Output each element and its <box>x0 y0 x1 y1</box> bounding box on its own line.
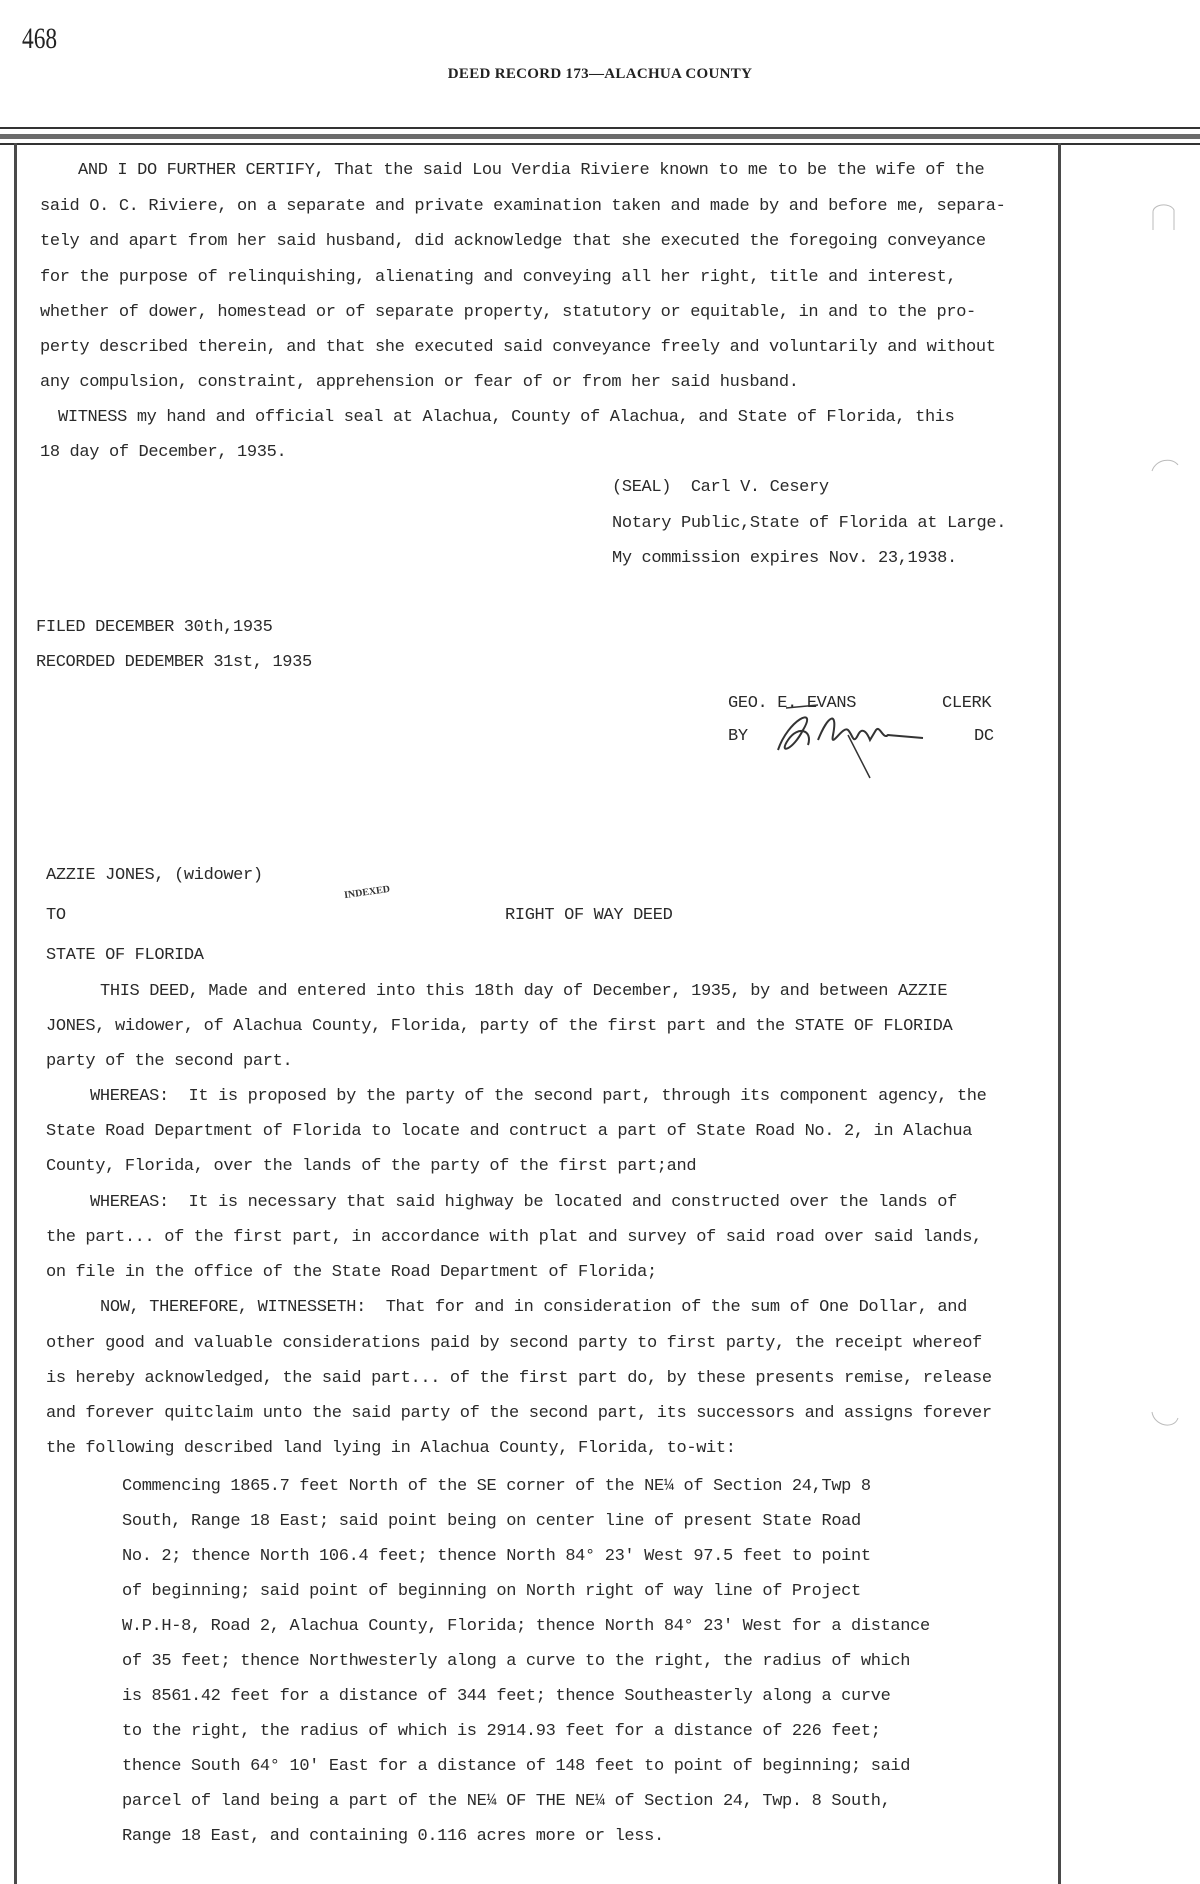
deed-line: WHEREAS: It is necessary that said highway be located and constructed over the lands of <box>90 1193 957 1212</box>
deed-line: NOW, THEREFORE, WITNESSETH: That for and in consideration of the sum of One Dollar, and <box>100 1298 967 1317</box>
clerk-label: CLERK <box>942 694 992 713</box>
binding-hole-mark <box>1150 200 1180 240</box>
description-line: is 8561.42 feet for a distance of 344 feet; thence Southeasterly along a curve <box>122 1687 891 1706</box>
description-line: No. 2; thence North 106.4 feet; thence North 84° 23' West 97.5 feet to point <box>122 1547 871 1566</box>
description-line: Commencing 1865.7 feet North of the SE corner of the NE¼ of Section 24,Twp 8 <box>122 1477 871 1496</box>
deed-line: JONES, widower, of Alachua County, Florida, party of the first part and the STATE OF FLORIDA <box>46 1017 953 1036</box>
deed-line: other good and valuable considerations paid by second party to first party, the receipt whereof <box>46 1334 982 1353</box>
deed-type: RIGHT OF WAY DEED <box>505 906 673 925</box>
description-line: Range 18 East, and containing 0.116 acres more or less. <box>122 1827 664 1846</box>
witness-line: WITNESS my hand and official seal at Alachua, County of Alachua, and State of Florida, this <box>58 408 955 427</box>
certificate-line: any compulsion, constraint, apprehension or fear of or from her said husband. <box>40 373 799 392</box>
notary-commission: My commission expires Nov. 23,1938. <box>612 549 957 568</box>
deed-line: on file in the office of the State Road Department of Florida; <box>46 1263 657 1282</box>
by-label: BY <box>728 727 748 746</box>
dc-label: DC <box>974 727 994 746</box>
header-rule-thick <box>0 134 1200 139</box>
description-line: of 35 feet; thence Northwesterly along a curve to the right, the radius of which <box>122 1652 911 1671</box>
grantee-name: STATE OF FLORIDA <box>46 946 204 965</box>
deed-line: THIS DEED, Made and entered into this 18th day of December, 1935, by and between AZZIE <box>100 982 948 1001</box>
deed-line: County, Florida, over the lands of the party of the first part;and <box>46 1157 697 1176</box>
filed-date: FILED DECEMBER 30th,1935 <box>36 618 273 637</box>
record-title: DEED RECORD 173—ALACHUA COUNTY <box>447 66 753 82</box>
clerk-name: GEO. E. EVANS <box>728 694 857 713</box>
description-line: thence South 64° 10' East for a distance of 148 feet to point of beginning; said <box>122 1757 911 1776</box>
description-line: to the right, the radius of which is 2914.93 feet for a distance of 226 feet; <box>122 1722 881 1741</box>
description-line: W.P.H-8, Road 2, Alachua County, Florida; thence North 84° 23' West for a distance <box>122 1617 930 1636</box>
to-label: TO <box>46 906 66 925</box>
deed-line: is hereby acknowledged, the said part... of the first part do, by these presents remise, release <box>46 1369 992 1388</box>
page-number: 468 <box>22 22 58 55</box>
left-margin-line <box>14 143 17 1884</box>
deed-line: the following described land lying in Alachua County, Florida, to-wit: <box>46 1439 736 1458</box>
certificate-line: AND I DO FURTHER CERTIFY, That the said Lou Verdia Riviere known to me to be the wife of the <box>78 161 985 180</box>
binding-hole-mark <box>1150 1398 1184 1432</box>
header-rule-bottom <box>0 143 1200 145</box>
recorded-date: RECORDED DEDEMBER 31st, 1935 <box>36 653 312 672</box>
binding-hole-mark <box>1150 455 1180 475</box>
notary-title: Notary Public,State of Florida at Large. <box>612 514 1007 533</box>
deed-line: party of the second part. <box>46 1052 293 1071</box>
deed-line: State Road Department of Florida to locate and contruct a part of State Road No. 2, in Alachua <box>46 1122 973 1141</box>
indexed-stamp: INDEXED <box>343 883 391 902</box>
certificate-line: said O. C. Riviere, on a separate and private examination taken and made by and before me, separa- <box>40 197 1006 216</box>
description-line: South, Range 18 East; said point being on center line of present State Road <box>122 1512 861 1531</box>
witness-date-line: 18 day of December, 1935. <box>40 443 287 462</box>
grantor-name: AZZIE JONES, (widower) <box>46 866 263 885</box>
right-margin-line <box>1058 143 1061 1884</box>
certificate-line: perty described therein, and that she executed said conveyance freely and voluntarily and without <box>40 338 996 357</box>
deed-line: the part... of the first part, in accordance with plat and survey of said road over said lands, <box>46 1228 982 1247</box>
certificate-line: whether of dower, homestead or of separate property, statutory or equitable, in and to the pro- <box>40 303 976 322</box>
deputy-clerk-signature <box>758 700 958 780</box>
notary-seal-name: (SEAL) Carl V. Cesery <box>612 478 829 497</box>
deed-line: and forever quitclaim unto the said party of the second part, its successors and assigns forever <box>46 1404 992 1423</box>
deed-line: WHEREAS: It is proposed by the party of the second part, through its component agency, the <box>90 1087 987 1106</box>
header-rule-top <box>0 127 1200 129</box>
certificate-line: tely and apart from her said husband, did acknowledge that she executed the foregoing conveyance <box>40 232 986 251</box>
description-line: parcel of land being a part of the NE¼ OF THE NE¼ of Section 24, Twp. 8 South, <box>122 1792 891 1811</box>
description-line: of beginning; said point of beginning on North right of way line of Project <box>122 1582 861 1601</box>
certificate-line: for the purpose of relinquishing, alienating and conveying all her right, title and interest, <box>40 268 957 287</box>
